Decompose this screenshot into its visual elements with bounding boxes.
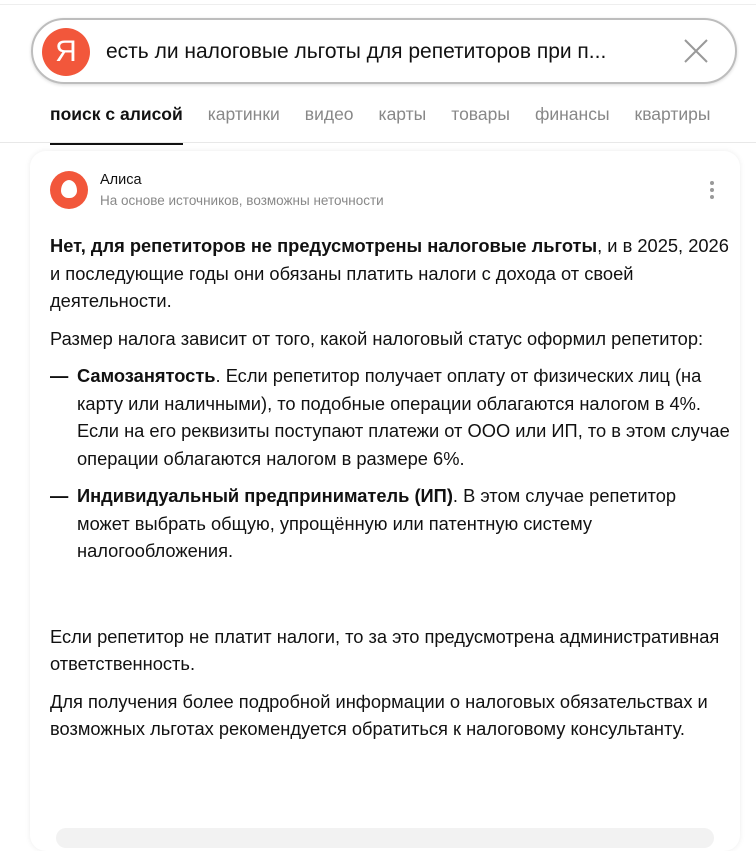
tab-finance[interactable]: финансы bbox=[534, 104, 610, 124]
followup-box[interactable] bbox=[56, 828, 714, 848]
yandex-logo-icon[interactable]: Я bbox=[42, 28, 90, 76]
close-icon[interactable] bbox=[679, 34, 713, 68]
alice-answer-card bbox=[30, 151, 740, 851]
answer-disclaimer: На основе источников, возможны неточности bbox=[100, 193, 384, 208]
list-item bbox=[50, 362, 730, 472]
bullet-title: Самозанятость bbox=[77, 365, 216, 386]
bullet-dash: — bbox=[50, 485, 69, 506]
bullet-text: . В этом случае репетитор может выбрать общую, упрощённую или патентную систему налогообложения. bbox=[77, 485, 677, 561]
search-bar[interactable] bbox=[31, 18, 737, 84]
bullet-text: . Если репетитор получает оплату от физических лиц (на карту или наличными), то подобные операции облагаются налогом в 4%. Если на его реквизиты поступают платежи от ООО или ИП, то в этом случае операции облагаются налогом в размере 6%. bbox=[77, 365, 730, 469]
answer-author: Алиса bbox=[100, 172, 142, 188]
paragraph-1 bbox=[50, 232, 730, 315]
list-item bbox=[50, 482, 730, 565]
tab-goods[interactable]: товары bbox=[451, 104, 510, 124]
tabs-divider bbox=[0, 142, 756, 143]
tab-apartments[interactable]: квартиры bbox=[634, 104, 711, 124]
answer-text bbox=[50, 232, 730, 753]
top-divider bbox=[0, 0, 756, 5]
tab-images[interactable]: картинки bbox=[207, 104, 280, 124]
paragraph-4: Для получения более подробной информации о налоговых обязательствах и возможных льготах рекомендуется обратиться к налоговому консультанту. bbox=[50, 690, 708, 739]
answer-summary: Нет, для репетиторов не предусмотрены налоговые льготы bbox=[50, 235, 598, 256]
answer-summary-rest: , и в 2025, 2026 и последующие годы они обязаны платить налоги с дохода от своей деятельности. bbox=[50, 235, 729, 311]
bullet-title: Индивидуальный предприниматель (ИП) bbox=[77, 485, 453, 506]
more-options-icon[interactable] bbox=[710, 181, 714, 202]
paragraph-3: Если репетитор не платит налоги, то за это предусмотрена административная ответственность. bbox=[50, 625, 720, 674]
tab-maps[interactable]: карты bbox=[378, 104, 427, 124]
tab-alice-search[interactable]: поиск с алисой bbox=[50, 104, 183, 145]
search-tabs bbox=[50, 104, 710, 145]
paragraph-2: Размер налога зависит от того, какой налоговый статус оформил репетитор: bbox=[50, 327, 704, 349]
bullet-dash: — bbox=[50, 365, 69, 386]
alice-logo-icon bbox=[50, 171, 88, 209]
search-input[interactable]: есть ли налоговые льготы для репетиторов при п... bbox=[106, 40, 607, 63]
tab-video[interactable]: видео bbox=[304, 104, 354, 124]
